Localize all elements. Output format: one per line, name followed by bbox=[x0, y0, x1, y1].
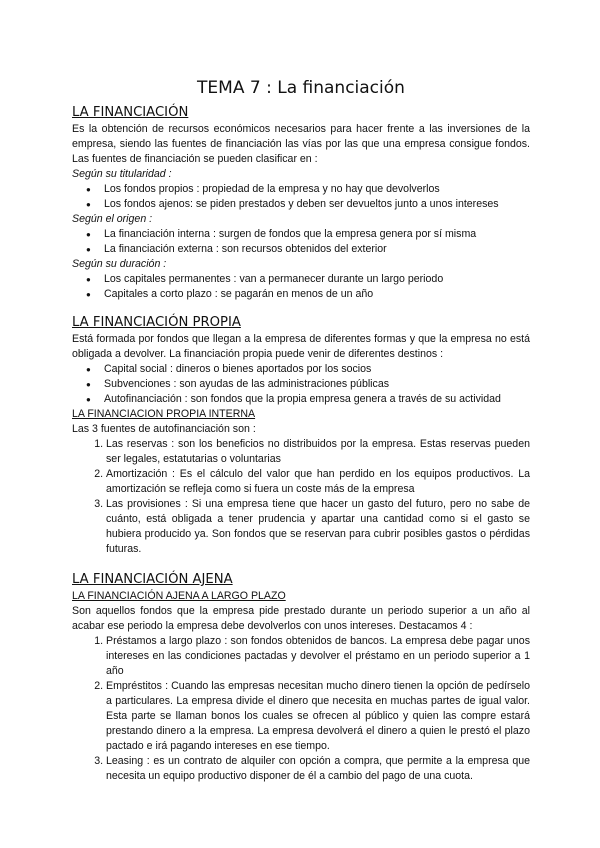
section-financiacion bbox=[72, 104, 530, 302]
list-item: 2. Amortización : Es el cálculo del valor que han perdido en los equipos productivos. La amortización se refleja como si fuera un coste más de la empresa bbox=[106, 467, 530, 497]
numbered-list bbox=[72, 437, 530, 557]
list-item: ● Los fondos propios : propiedad de la empresa y no hay que devolverlos bbox=[104, 182, 530, 197]
section-heading: LA FINANCIACIÓN bbox=[72, 105, 189, 120]
group-label: Según su duración : bbox=[72, 258, 167, 270]
group-label: Según su titularidad : bbox=[72, 168, 172, 180]
list-item: ● La financiación externa : son recursos obtenidos del exterior bbox=[104, 242, 530, 257]
document-title: TEMA 7 : La financiación bbox=[197, 78, 405, 98]
bullet-list bbox=[72, 272, 530, 302]
group-label: Según el origen : bbox=[72, 213, 153, 225]
subsection-heading: LA FINANCIACIÓN AJENA A LARGO PLAZO bbox=[72, 590, 286, 602]
bullet-list bbox=[72, 227, 530, 257]
list-item: 1. Las reservas : son los beneficios no distribuidos por la empresa. Estas reservas pueden ser legales, estatutarias o voluntarias bbox=[106, 437, 530, 467]
subsection-heading: LA FINANCIACION PROPIA INTERNA bbox=[72, 408, 256, 420]
list-item: 3. Las provisiones : Si una empresa tiene que hacer un gasto del futuro, pero no sabe de cuánto, está obligada a tener prudencia y apartar una cantidad como si el gasto se hubiera producido ya. Son fondos que se reservan para cubrir posibles gastos o pérdidas futuras. bbox=[106, 497, 530, 557]
spacer bbox=[72, 302, 530, 314]
list-item: ● Capital social : dineros o bienes aportados por los socios bbox=[104, 362, 530, 377]
paragraph: Está formada por fondos que llegan a la empresa de diferentes formas y que la empresa no está obligada a devolver. La financiación propia puede venir de diferentes destinos : bbox=[72, 333, 530, 360]
list-item: 1. Préstamos a largo plazo : son fondos obtenidos de bancos. La empresa debe pagar unos intereses en las condiciones pactadas y devolver el préstamo en un periodo superior a 1 año bbox=[106, 634, 530, 679]
list-item: ● La financiación interna : surgen de fondos que la empresa genera por sí misma bbox=[104, 227, 530, 242]
paragraph: Es la obtención de recursos económicos necesarios para hacer frente a las inversiones de la empresa, siendo las fuentes de financiación las vías por las que una empresa consigue fondos. Las fuentes de financiación se pueden clasificar en : bbox=[72, 123, 530, 165]
list-item: ● Capitales a corto plazo : se pagarán en menos de un año bbox=[104, 287, 530, 302]
section-heading: LA FINANCIACIÓN AJENA bbox=[72, 572, 233, 587]
paragraph: Las 3 fuentes de autofinanciación son : bbox=[72, 423, 256, 435]
list-item: 2. Empréstitos : Cuando las empresas necesitan mucho dinero tienen la opción de pedírselo a particulares. La empresa divide el dinero que necesita en muchas partes de igual valor. Esta parte se llaman bonos los cuales se ofrecen al público y quien las compre estará prestando dinero a la empresa. La empresa devolverá el dinero a quien le prestó el plazo pactado e irá pagando intereses en ese tiempo. bbox=[106, 679, 530, 754]
list-item: 3. Leasing : es un contrato de alquiler con opción a compra, que permite a la empresa que necesita un equipo productivo disponer de él a cambio del pago de una cuota. bbox=[106, 754, 530, 784]
section-heading: LA FINANCIACIÓN PROPIA bbox=[72, 315, 241, 330]
paragraph: Son aquellos fondos que la empresa pide prestado durante un periodo superior a un año al acabar ese periodo la empresa debe devolverlos con unos intereses. Destacamos 4 : bbox=[72, 605, 530, 632]
spacer bbox=[72, 557, 530, 571]
list-item: ● Autofinanciación : son fondos que la propia empresa genera a través de su actividad bbox=[104, 392, 530, 407]
list-item: ● Subvenciones : son ayudas de las administraciones públicas bbox=[104, 377, 530, 392]
section-financiacion-propia bbox=[72, 314, 530, 557]
list-item: ● Los fondos ajenos: se piden prestados y deben ser devueltos junto a unos intereses bbox=[104, 197, 530, 212]
list-item: ● Los capitales permanentes : van a permanecer durante un largo periodo bbox=[104, 272, 530, 287]
section-financiacion-ajena bbox=[72, 571, 530, 784]
document-page bbox=[72, 78, 530, 784]
numbered-list bbox=[72, 634, 530, 784]
bullet-list bbox=[72, 182, 530, 212]
bullet-list bbox=[72, 362, 530, 407]
